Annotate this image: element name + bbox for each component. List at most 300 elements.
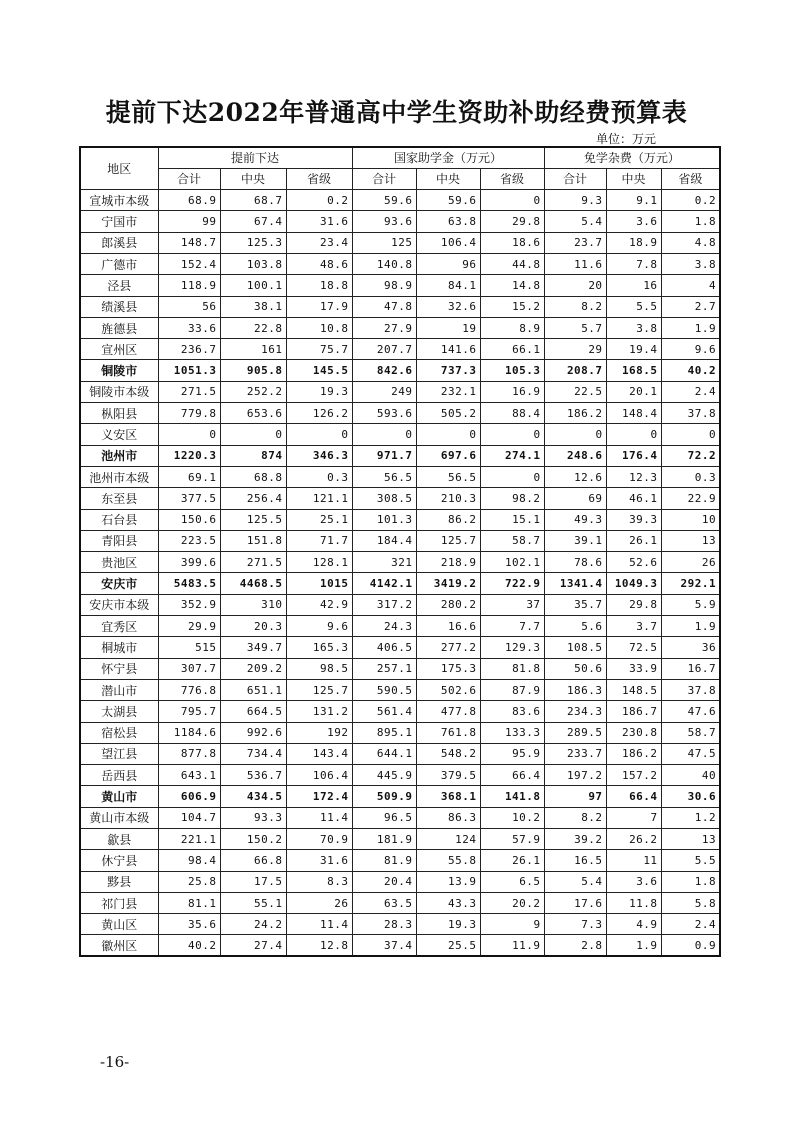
value-cell: 13.9 [416, 871, 480, 892]
value-cell: 19.3 [286, 381, 352, 402]
value-cell: 895.1 [352, 722, 416, 743]
value-cell: 434.5 [220, 786, 286, 807]
value-cell: 83.6 [480, 701, 544, 722]
table-row [80, 530, 720, 551]
value-cell: 31.6 [286, 850, 352, 871]
value-cell: 165.3 [286, 637, 352, 658]
value-cell: 95.9 [480, 743, 544, 764]
value-cell: 152.4 [158, 253, 220, 274]
table-row [80, 275, 720, 296]
value-cell: 664.5 [220, 701, 286, 722]
table-row [80, 658, 720, 679]
region-cell: 宿松县 [80, 722, 158, 743]
value-cell: 98.4 [158, 850, 220, 871]
value-cell: 5.8 [661, 892, 720, 913]
value-cell: 257.1 [352, 658, 416, 679]
value-cell: 4.9 [606, 914, 661, 935]
value-cell: 377.5 [158, 488, 220, 509]
value-cell: 186.2 [606, 743, 661, 764]
value-cell: 230.8 [606, 722, 661, 743]
region-cell: 铜陵市本级 [80, 381, 158, 402]
header-sub: 合计 [544, 168, 606, 189]
value-cell: 97 [544, 786, 606, 807]
value-cell: 47.5 [661, 743, 720, 764]
value-cell: 9.6 [286, 616, 352, 637]
region-cell: 安庆市本级 [80, 594, 158, 615]
value-cell: 697.6 [416, 445, 480, 466]
value-cell: 289.5 [544, 722, 606, 743]
value-cell: 1.8 [661, 871, 720, 892]
value-cell: 653.6 [220, 403, 286, 424]
value-cell: 221.1 [158, 829, 220, 850]
region-cell: 桐城市 [80, 637, 158, 658]
value-cell: 57.9 [480, 829, 544, 850]
value-cell: 0 [480, 424, 544, 445]
value-cell: 55.8 [416, 850, 480, 871]
value-cell: 208.7 [544, 360, 606, 381]
table-row [80, 190, 720, 211]
value-cell: 16.7 [661, 658, 720, 679]
value-cell: 877.8 [158, 743, 220, 764]
value-cell: 68.8 [220, 466, 286, 487]
value-cell: 150.6 [158, 509, 220, 530]
value-cell: 26.1 [480, 850, 544, 871]
value-cell: 11.6 [544, 253, 606, 274]
region-cell: 旌德县 [80, 317, 158, 338]
value-cell: 379.5 [416, 765, 480, 786]
value-cell: 1341.4 [544, 573, 606, 594]
value-cell: 11.4 [286, 914, 352, 935]
value-cell: 168.5 [606, 360, 661, 381]
value-cell: 22.5 [544, 381, 606, 402]
value-cell: 5.6 [544, 616, 606, 637]
value-cell: 71.7 [286, 530, 352, 551]
region-cell: 池州市本级 [80, 466, 158, 487]
value-cell: 232.1 [416, 381, 480, 402]
value-cell: 26.2 [606, 829, 661, 850]
value-cell: 307.7 [158, 658, 220, 679]
value-cell: 1.8 [661, 211, 720, 232]
value-cell: 11.4 [286, 807, 352, 828]
value-cell: 210.3 [416, 488, 480, 509]
value-cell: 55.1 [220, 892, 286, 913]
value-cell: 399.6 [158, 552, 220, 573]
value-cell: 176.4 [606, 445, 661, 466]
table-row [80, 211, 720, 232]
value-cell: 39.1 [544, 530, 606, 551]
value-cell: 66.4 [480, 765, 544, 786]
value-cell: 145.5 [286, 360, 352, 381]
value-cell: 477.8 [416, 701, 480, 722]
value-cell: 14.8 [480, 275, 544, 296]
value-cell: 9.6 [661, 339, 720, 360]
value-cell: 19 [416, 317, 480, 338]
value-cell: 406.5 [352, 637, 416, 658]
value-cell: 8.2 [544, 296, 606, 317]
table-row [80, 296, 720, 317]
value-cell: 19.3 [416, 914, 480, 935]
value-cell: 125.3 [220, 232, 286, 253]
value-cell: 5.9 [661, 594, 720, 615]
value-cell: 16 [606, 275, 661, 296]
value-cell: 133.3 [480, 722, 544, 743]
table-row [80, 765, 720, 786]
value-cell: 186.3 [544, 679, 606, 700]
value-cell: 98.2 [480, 488, 544, 509]
value-cell: 103.8 [220, 253, 286, 274]
table-row [80, 466, 720, 487]
value-cell: 35.7 [544, 594, 606, 615]
value-cell: 0 [286, 424, 352, 445]
value-cell: 248.6 [544, 445, 606, 466]
value-cell: 29.8 [606, 594, 661, 615]
value-cell: 20.1 [606, 381, 661, 402]
value-cell: 0 [606, 424, 661, 445]
value-cell: 30.6 [661, 786, 720, 807]
value-cell: 593.6 [352, 403, 416, 424]
value-cell: 1015 [286, 573, 352, 594]
table-row [80, 616, 720, 637]
value-cell: 3.8 [606, 317, 661, 338]
value-cell: 3.8 [661, 253, 720, 274]
value-cell: 150.2 [220, 829, 286, 850]
value-cell: 737.3 [416, 360, 480, 381]
value-cell: 161 [220, 339, 286, 360]
value-cell: 47.8 [352, 296, 416, 317]
value-cell: 6.5 [480, 871, 544, 892]
value-cell: 590.5 [352, 679, 416, 700]
value-cell: 47.6 [661, 701, 720, 722]
value-cell: 234.3 [544, 701, 606, 722]
value-cell: 548.2 [416, 743, 480, 764]
value-cell: 12.8 [286, 935, 352, 956]
value-cell: 121.1 [286, 488, 352, 509]
table-row [80, 232, 720, 253]
region-cell: 枞阳县 [80, 403, 158, 424]
value-cell: 84.1 [416, 275, 480, 296]
value-cell: 0.3 [286, 466, 352, 487]
value-cell: 352.9 [158, 594, 220, 615]
value-cell: 27.4 [220, 935, 286, 956]
table-row [80, 914, 720, 935]
value-cell: 256.4 [220, 488, 286, 509]
region-cell: 安庆市 [80, 573, 158, 594]
value-cell: 141.6 [416, 339, 480, 360]
region-cell: 义安区 [80, 424, 158, 445]
value-cell: 779.8 [158, 403, 220, 424]
value-cell: 10.2 [480, 807, 544, 828]
value-cell: 25.1 [286, 509, 352, 530]
header-sub: 中央 [220, 168, 286, 189]
table-row [80, 253, 720, 274]
value-cell: 1.9 [606, 935, 661, 956]
value-cell: 36 [661, 637, 720, 658]
header-sub: 中央 [416, 168, 480, 189]
value-cell: 0 [352, 424, 416, 445]
value-cell: 13 [661, 530, 720, 551]
value-cell: 96.5 [352, 807, 416, 828]
value-cell: 18.6 [480, 232, 544, 253]
value-cell: 10.8 [286, 317, 352, 338]
header-sub: 合计 [158, 168, 220, 189]
value-cell: 0 [220, 424, 286, 445]
table-row [80, 807, 720, 828]
value-cell: 236.7 [158, 339, 220, 360]
value-cell: 842.6 [352, 360, 416, 381]
value-cell: 143.4 [286, 743, 352, 764]
region-cell: 黄山市本级 [80, 807, 158, 828]
value-cell: 124 [416, 829, 480, 850]
value-cell: 46.1 [606, 488, 661, 509]
value-cell: 271.5 [220, 552, 286, 573]
value-cell: 1184.6 [158, 722, 220, 743]
value-cell: 5.5 [661, 850, 720, 871]
region-cell: 宣州区 [80, 339, 158, 360]
value-cell: 17.5 [220, 871, 286, 892]
value-cell: 148.4 [606, 403, 661, 424]
value-cell: 644.1 [352, 743, 416, 764]
budget-table [79, 146, 721, 957]
value-cell: 1220.3 [158, 445, 220, 466]
value-cell: 0 [544, 424, 606, 445]
value-cell: 44.8 [480, 253, 544, 274]
value-cell: 209.2 [220, 658, 286, 679]
header-sub: 省级 [661, 168, 720, 189]
value-cell: 20.3 [220, 616, 286, 637]
value-cell: 186.7 [606, 701, 661, 722]
value-cell: 106.4 [416, 232, 480, 253]
value-cell: 277.2 [416, 637, 480, 658]
value-cell: 2.4 [661, 381, 720, 402]
value-cell: 734.4 [220, 743, 286, 764]
unit-label: 单位：万元 [596, 132, 657, 146]
table-row [80, 829, 720, 850]
value-cell: 4142.1 [352, 573, 416, 594]
value-cell: 72.5 [606, 637, 661, 658]
table-row [80, 701, 720, 722]
value-cell: 66.1 [480, 339, 544, 360]
value-cell: 56.5 [352, 466, 416, 487]
value-cell: 69.1 [158, 466, 220, 487]
value-cell: 0.2 [661, 190, 720, 211]
value-cell: 1.2 [661, 807, 720, 828]
value-cell: 536.7 [220, 765, 286, 786]
value-cell: 233.7 [544, 743, 606, 764]
value-cell: 99 [158, 211, 220, 232]
value-cell: 292.1 [661, 573, 720, 594]
value-cell: 102.1 [480, 552, 544, 573]
value-cell: 317.2 [352, 594, 416, 615]
value-cell: 48.6 [286, 253, 352, 274]
value-cell: 72.2 [661, 445, 720, 466]
value-cell: 5.7 [544, 317, 606, 338]
value-cell: 7.7 [480, 616, 544, 637]
region-cell: 石台县 [80, 509, 158, 530]
header-row-groups [80, 147, 720, 168]
value-cell: 128.1 [286, 552, 352, 573]
value-cell: 29.8 [480, 211, 544, 232]
region-cell: 东至县 [80, 488, 158, 509]
header-sub: 合计 [352, 168, 416, 189]
value-cell: 39.3 [606, 509, 661, 530]
table-row [80, 552, 720, 573]
value-cell: 776.8 [158, 679, 220, 700]
value-cell: 32.6 [416, 296, 480, 317]
value-cell: 181.9 [352, 829, 416, 850]
table-row [80, 339, 720, 360]
table-row [80, 317, 720, 338]
value-cell: 795.7 [158, 701, 220, 722]
value-cell: 101.3 [352, 509, 416, 530]
header-row-sub [80, 168, 720, 189]
value-cell: 148.5 [606, 679, 661, 700]
value-cell: 81.9 [352, 850, 416, 871]
value-cell: 502.6 [416, 679, 480, 700]
value-cell: 8.3 [286, 871, 352, 892]
region-cell: 泾县 [80, 275, 158, 296]
value-cell: 15.2 [480, 296, 544, 317]
value-cell: 4468.5 [220, 573, 286, 594]
value-cell: 58.7 [661, 722, 720, 743]
value-cell: 37.4 [352, 935, 416, 956]
value-cell: 0 [158, 424, 220, 445]
value-cell: 11.8 [606, 892, 661, 913]
header-group: 提前下达 [158, 147, 352, 168]
value-cell: 23.4 [286, 232, 352, 253]
value-cell: 40.2 [661, 360, 720, 381]
value-cell: 0 [480, 190, 544, 211]
value-cell: 12.3 [606, 466, 661, 487]
table-row [80, 403, 720, 424]
value-cell: 86.3 [416, 807, 480, 828]
value-cell: 368.1 [416, 786, 480, 807]
value-cell: 11.9 [480, 935, 544, 956]
value-cell: 125.5 [220, 509, 286, 530]
value-cell: 26 [286, 892, 352, 913]
region-cell: 铜陵市 [80, 360, 158, 381]
value-cell: 11 [606, 850, 661, 871]
region-cell: 怀宁县 [80, 658, 158, 679]
table-row [80, 360, 720, 381]
value-cell: 1049.3 [606, 573, 661, 594]
region-cell: 黄山市 [80, 786, 158, 807]
region-cell: 徽州区 [80, 935, 158, 956]
value-cell: 17.9 [286, 296, 352, 317]
value-cell: 20.2 [480, 892, 544, 913]
value-cell: 2.4 [661, 914, 720, 935]
value-cell: 643.1 [158, 765, 220, 786]
value-cell: 26.1 [606, 530, 661, 551]
value-cell: 9.3 [544, 190, 606, 211]
value-cell: 22.8 [220, 317, 286, 338]
value-cell: 9 [480, 914, 544, 935]
value-cell: 52.6 [606, 552, 661, 573]
value-cell: 3.7 [606, 616, 661, 637]
value-cell: 67.4 [220, 211, 286, 232]
value-cell: 58.7 [480, 530, 544, 551]
value-cell: 35.6 [158, 914, 220, 935]
value-cell: 249 [352, 381, 416, 402]
value-cell: 141.8 [480, 786, 544, 807]
value-cell: 81.1 [158, 892, 220, 913]
table-row [80, 871, 720, 892]
value-cell: 13 [661, 829, 720, 850]
region-cell: 岳西县 [80, 765, 158, 786]
value-cell: 321 [352, 552, 416, 573]
region-cell: 宣城市本级 [80, 190, 158, 211]
value-cell: 761.8 [416, 722, 480, 743]
page-title: 提前下达2022年普通高中学生资助补助经费预算表 [105, 98, 688, 127]
value-cell: 24.2 [220, 914, 286, 935]
value-cell: 308.5 [352, 488, 416, 509]
value-cell: 33.9 [606, 658, 661, 679]
region-cell: 郎溪县 [80, 232, 158, 253]
table-row [80, 892, 720, 913]
table-row [80, 637, 720, 658]
value-cell: 42.9 [286, 594, 352, 615]
region-cell: 黄山区 [80, 914, 158, 935]
value-cell: 223.5 [158, 530, 220, 551]
value-cell: 184.4 [352, 530, 416, 551]
value-cell: 12.6 [544, 466, 606, 487]
header-sub: 省级 [286, 168, 352, 189]
value-cell: 0 [661, 424, 720, 445]
region-cell: 潜山市 [80, 679, 158, 700]
value-cell: 16.5 [544, 850, 606, 871]
value-cell: 4.8 [661, 232, 720, 253]
region-cell: 休宁县 [80, 850, 158, 871]
region-cell: 宜秀区 [80, 616, 158, 637]
value-cell: 148.7 [158, 232, 220, 253]
value-cell: 126.2 [286, 403, 352, 424]
value-cell: 192 [286, 722, 352, 743]
region-cell: 祁门县 [80, 892, 158, 913]
page-number: -16- [100, 1053, 130, 1071]
value-cell: 75.7 [286, 339, 352, 360]
value-cell: 16.9 [480, 381, 544, 402]
value-cell: 445.9 [352, 765, 416, 786]
value-cell: 22.9 [661, 488, 720, 509]
region-cell: 太湖县 [80, 701, 158, 722]
value-cell: 3.6 [606, 871, 661, 892]
value-cell: 207.7 [352, 339, 416, 360]
table-row [80, 488, 720, 509]
table-row [80, 573, 720, 594]
value-cell: 49.3 [544, 509, 606, 530]
header-region: 地区 [80, 147, 158, 190]
value-cell: 8.2 [544, 807, 606, 828]
value-cell: 25.5 [416, 935, 480, 956]
value-cell: 131.2 [286, 701, 352, 722]
value-cell: 509.9 [352, 786, 416, 807]
region-cell: 望江县 [80, 743, 158, 764]
value-cell: 151.8 [220, 530, 286, 551]
value-cell: 96 [416, 253, 480, 274]
table-row [80, 381, 720, 402]
region-cell: 宁国市 [80, 211, 158, 232]
value-cell: 346.3 [286, 445, 352, 466]
value-cell: 5.5 [606, 296, 661, 317]
value-cell: 172.4 [286, 786, 352, 807]
value-cell: 56 [158, 296, 220, 317]
value-cell: 66.8 [220, 850, 286, 871]
value-cell: 29.9 [158, 616, 220, 637]
table-row [80, 935, 720, 956]
value-cell: 19.4 [606, 339, 661, 360]
value-cell: 40.2 [158, 935, 220, 956]
value-cell: 104.7 [158, 807, 220, 828]
value-cell: 17.6 [544, 892, 606, 913]
